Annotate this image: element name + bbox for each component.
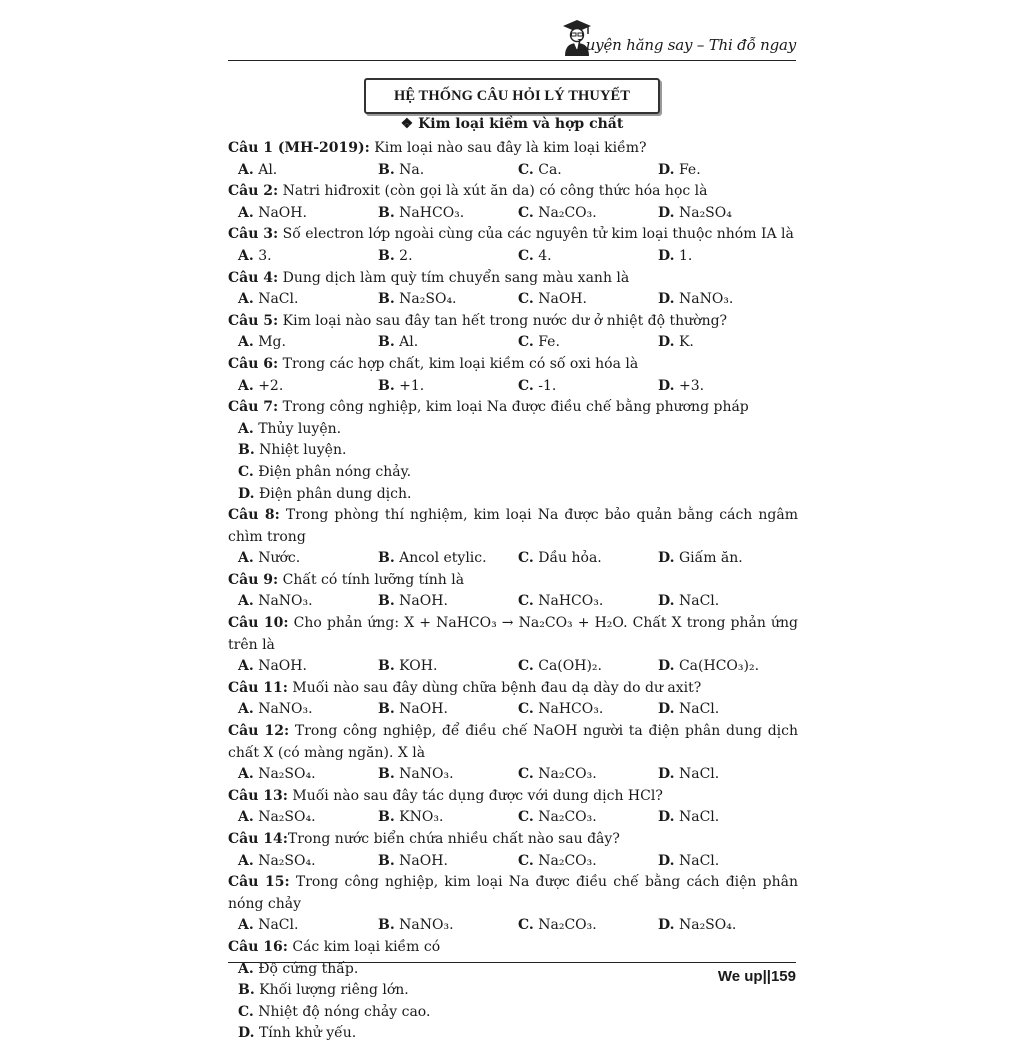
option-text: Na₂SO₄. (258, 809, 316, 826)
option-text: NaCl. (678, 701, 720, 718)
option-text: +1. (399, 377, 425, 394)
option-text: Al. (399, 334, 419, 351)
options-row (228, 376, 798, 398)
question-text: Muối nào sau đây tác dụng được với dung dịch HCl? (287, 787, 663, 804)
question-7 (228, 397, 798, 419)
question-2 (228, 181, 798, 203)
option-key: D. (658, 161, 675, 178)
options-row (228, 699, 798, 721)
option-d (238, 484, 534, 506)
option-text: NaHCO₃. (538, 593, 604, 610)
option-key: B. (238, 442, 255, 459)
question-14 (228, 829, 798, 851)
option-a (238, 764, 378, 786)
option-text: Fe. (678, 161, 701, 178)
option-text: KNO₃. (399, 809, 444, 826)
option-text: Điện phân nóng chảy. (258, 463, 412, 480)
question-label: Câu 3: (228, 226, 279, 243)
question-16 (228, 937, 798, 959)
question-5 (228, 311, 798, 333)
option-text: Ancol etylic. (399, 550, 487, 567)
option-text: Na₂CO₃. (538, 766, 597, 783)
option-text: +2. (258, 377, 284, 394)
question-3 (228, 224, 798, 246)
option-c (518, 591, 658, 613)
option-key: A. (238, 960, 254, 977)
option-c (518, 699, 658, 721)
option-key: D. (238, 485, 255, 502)
option-c (518, 807, 658, 829)
option-text: Tính khử yếu. (258, 1025, 357, 1042)
question-text: Trong các hợp chất, kim loại kiềm có số oxi hóa là (278, 355, 639, 372)
option-text: NaCl. (258, 291, 299, 308)
question-8 (228, 505, 798, 548)
option-key: B. (378, 917, 395, 934)
option-key: D. (658, 852, 675, 869)
footer-divider (228, 962, 796, 963)
option-key: C. (518, 593, 534, 610)
option-a (238, 376, 378, 398)
option-key: A. (238, 291, 254, 308)
option-a (238, 807, 378, 829)
option-key: C. (518, 247, 534, 264)
question-4 (228, 268, 798, 290)
question-text: Kim loại nào sau đây là kim loại kiềm? (369, 140, 647, 156)
question-9 (228, 570, 798, 592)
option-c (518, 764, 658, 786)
option-text: Fe. (538, 334, 560, 351)
option-d (658, 656, 798, 678)
question-label: Câu 12: (228, 723, 290, 740)
option-text: NaOH. (258, 204, 307, 221)
option-text: NaNO₃. (399, 766, 454, 783)
options-row (228, 915, 798, 937)
option-b (378, 203, 518, 225)
option-key: D. (658, 658, 675, 675)
option-d (238, 1023, 534, 1045)
question-label: Câu 5: (228, 312, 279, 329)
option-text: KOH. (399, 658, 438, 675)
question-text: Trong công nghiệp, kim loại Na được điều chế bằng phương pháp (278, 399, 749, 416)
question-text: Trong công nghiệp, kim loại Na được điều chế bằng cách điện phân nóng chảy (228, 874, 798, 912)
question-label: Câu 8: (228, 507, 280, 524)
option-a (238, 419, 534, 441)
option-b (378, 699, 518, 721)
option-key: D. (658, 701, 675, 718)
option-key: C. (518, 291, 534, 308)
question-text: Trong công nghiệp, để điều chế NaOH người ta điện phân dung dịch chất X (có màng ngăn). X là (228, 723, 798, 761)
option-key: B. (378, 161, 395, 178)
options-row (228, 419, 798, 505)
option-key: A. (238, 247, 254, 264)
options-row (228, 959, 798, 1045)
option-text: NaCl. (678, 593, 720, 610)
option-key: B. (378, 852, 395, 869)
option-text: NaNO₃. (399, 917, 454, 934)
section-heading (228, 116, 796, 132)
question-12 (228, 721, 798, 764)
option-key: A. (238, 917, 254, 934)
question-label: Câu 2: (228, 183, 279, 200)
option-text: Mg. (258, 334, 286, 351)
option-d (658, 160, 798, 182)
option-key: D. (238, 1025, 255, 1042)
option-b (378, 851, 518, 873)
option-key: B. (378, 204, 395, 221)
option-text: -1. (538, 377, 557, 394)
option-key: A. (238, 701, 254, 718)
option-c (518, 851, 658, 873)
question-13 (228, 786, 798, 808)
option-text: NaOH. (258, 658, 307, 675)
option-text: Na₂CO₃. (538, 917, 597, 934)
option-d (658, 289, 798, 311)
option-b (378, 246, 518, 268)
option-key: D. (658, 291, 675, 308)
option-key: A. (238, 550, 254, 567)
option-c (518, 548, 658, 570)
option-b (378, 764, 518, 786)
option-a (238, 915, 378, 937)
option-c (238, 462, 534, 484)
option-key: C. (518, 809, 534, 826)
option-a (238, 289, 378, 311)
option-key: D. (658, 917, 675, 934)
option-text: Ca. (538, 161, 562, 178)
option-key: B. (378, 809, 395, 826)
option-d (658, 548, 798, 570)
option-b (378, 915, 518, 937)
option-text: Na₂SO₄. (678, 917, 737, 934)
option-key: D. (658, 593, 675, 610)
question-text: Natri hiđroxit (còn gọi là xút ăn da) có công thức hóa học là (278, 183, 708, 200)
option-c (518, 376, 658, 398)
option-text: NaHCO₃. (399, 204, 465, 221)
option-key: C. (518, 917, 534, 934)
option-d (658, 332, 798, 354)
option-d (658, 764, 798, 786)
option-key: C. (518, 658, 534, 675)
option-key: B. (378, 247, 395, 264)
option-key: C. (518, 334, 534, 351)
option-text: Điện phân dung dịch. (258, 485, 412, 502)
option-key: A. (238, 334, 254, 351)
option-b (238, 440, 534, 462)
option-key: A. (238, 377, 254, 394)
option-key: A. (238, 161, 254, 178)
option-key: C. (518, 766, 534, 783)
option-a (238, 203, 378, 225)
question-text: Các kim loại kiềm có (287, 938, 441, 955)
option-text: Độ cứng thấp. (258, 960, 359, 977)
question-15 (228, 872, 798, 915)
question-text: Trong nước biển chứa nhiều chất nào sau đây? (287, 831, 620, 847)
option-text: Na₂SO₄. (258, 852, 316, 869)
option-key: C. (518, 852, 534, 869)
question-text: Kim loại nào sau đây tan hết trong nước dư ở nhiệt độ thường? (278, 312, 728, 329)
option-b (378, 656, 518, 678)
option-text: Ca(HCO₃)₂. (678, 658, 760, 675)
option-a (238, 332, 378, 354)
option-key: C. (518, 204, 534, 221)
page-header (228, 18, 796, 61)
option-key: D. (658, 334, 675, 351)
option-text: NaNO₃. (678, 291, 734, 308)
question-label: Câu 7: (228, 399, 279, 416)
option-key: D. (658, 809, 675, 826)
option-text: Giấm ăn. (678, 550, 743, 567)
option-c (518, 915, 658, 937)
option-text: NaNO₃. (258, 701, 313, 718)
option-key: D. (658, 766, 675, 783)
question-label: Câu 13: (228, 787, 288, 804)
option-d (658, 851, 798, 873)
option-a (238, 548, 378, 570)
option-b (378, 160, 518, 182)
option-b (378, 807, 518, 829)
option-a (238, 160, 378, 182)
option-b (378, 548, 518, 570)
header-tagline: Luyện hăng say – Thi đỗ ngay (575, 36, 796, 54)
option-c (518, 656, 658, 678)
option-text: +3. (678, 377, 705, 394)
option-key: D. (658, 204, 675, 221)
option-key: C. (238, 463, 254, 480)
option-text: K. (678, 334, 694, 351)
option-key: B. (378, 658, 395, 675)
option-key: C. (238, 1003, 254, 1020)
question-text: Trong phòng thí nghiệm, kim loại Na được bảo quản bằng cách ngâm chìm trong (228, 507, 798, 545)
option-text: NaCl. (678, 852, 720, 869)
option-key: A. (238, 852, 254, 869)
option-text: Thủy luyện. (258, 420, 342, 437)
option-text: Na₂CO₃. (538, 204, 597, 221)
question-label: Câu 15: (228, 874, 290, 891)
option-key: C. (518, 161, 534, 178)
options-row (228, 764, 798, 786)
option-text: NaOH. (399, 852, 448, 869)
option-d (658, 807, 798, 829)
option-d (658, 915, 798, 937)
page-title: HỆ THỐNG CÂU HỎI LÝ THUYẾT (364, 78, 660, 114)
option-d (658, 591, 798, 613)
option-key: B. (378, 550, 395, 567)
option-d (658, 203, 798, 225)
option-a (238, 851, 378, 873)
question-6 (228, 354, 798, 376)
option-text: Dầu hỏa. (538, 550, 602, 567)
option-text: Na. (399, 161, 425, 178)
option-b (378, 289, 518, 311)
option-d (658, 246, 798, 268)
option-text: Al. (258, 161, 278, 178)
options-row (228, 851, 798, 873)
options-row (228, 656, 798, 678)
option-text: 3. (258, 247, 272, 264)
option-text: NaCl. (258, 917, 299, 934)
options-row (228, 591, 798, 613)
option-key: B. (378, 701, 395, 718)
question-label: Câu 6: (228, 355, 279, 372)
question-label: Câu 16: (228, 938, 288, 955)
option-a (238, 656, 378, 678)
option-text: Na₂CO₃. (538, 852, 597, 869)
option-text: NaOH. (538, 291, 587, 308)
option-a (238, 246, 378, 268)
option-key: B. (378, 766, 395, 783)
option-b (238, 980, 534, 1002)
options-row (228, 332, 798, 354)
question-label: Câu 1 (MH-2019): (228, 140, 370, 156)
option-text: Nước. (258, 550, 301, 567)
question-list (228, 138, 798, 1045)
options-row (228, 160, 798, 182)
option-key: D. (658, 550, 675, 567)
option-text: Na₂SO₄. (399, 291, 457, 308)
section-title: Kim loại kiềm và hợp chất (418, 116, 624, 132)
option-d (658, 699, 798, 721)
option-d (658, 376, 798, 398)
option-text: 2. (399, 247, 413, 264)
option-text: NaCl. (678, 766, 720, 783)
option-key: A. (238, 658, 254, 675)
options-row (228, 246, 798, 268)
option-text: NaNO₃. (258, 593, 313, 610)
question-label: Câu 11: (228, 679, 288, 696)
option-key: B. (378, 334, 395, 351)
option-c (518, 246, 658, 268)
option-b (378, 376, 518, 398)
question-text: Cho phản ứng: X + NaHCO₃ → Na₂CO₃ + H₂O. Chất X trong phản ứng trên là (228, 615, 798, 653)
question-label: Câu 14: (228, 831, 288, 847)
option-key: D. (658, 247, 675, 264)
option-key: B. (378, 377, 395, 394)
option-c (518, 289, 658, 311)
option-c (518, 160, 658, 182)
option-text: NaOH. (399, 593, 448, 610)
options-row (228, 289, 798, 311)
option-key: A. (238, 766, 254, 783)
option-key: A. (238, 593, 254, 610)
option-key: C. (518, 377, 534, 394)
option-a (238, 591, 378, 613)
option-key: B. (378, 593, 395, 610)
option-key: A. (238, 809, 254, 826)
option-text: Na₂CO₃. (538, 809, 597, 826)
question-label: Câu 10: (228, 615, 289, 632)
question-text: Dung dịch làm quỳ tím chuyển sang màu xanh là (278, 269, 630, 286)
question-11 (228, 678, 798, 700)
option-text: 4. (538, 247, 552, 264)
option-a (238, 699, 378, 721)
option-key: A. (238, 204, 254, 221)
option-b (378, 591, 518, 613)
option-key: B. (238, 982, 255, 999)
question-label: Câu 9: (228, 571, 279, 588)
option-key: C. (518, 701, 534, 718)
page-number: We up||159 (717, 968, 796, 985)
option-text: Na₂SO₄ (678, 204, 732, 221)
option-c (518, 332, 658, 354)
question-text: Chất có tính lưỡng tính là (278, 571, 465, 588)
option-text: Khối lượng riêng lớn. (259, 982, 409, 999)
option-text: Ca(OH)₂. (538, 658, 602, 675)
option-text: Na₂SO₄. (258, 766, 316, 783)
option-key: A. (238, 420, 254, 437)
diamond-bullet-icon: ❖ (400, 116, 414, 132)
question-label: Câu 4: (228, 269, 279, 286)
option-b (378, 332, 518, 354)
option-key: D. (658, 377, 675, 394)
option-text: Nhiệt độ nóng chảy cao. (258, 1003, 431, 1020)
option-text: NaOH. (399, 701, 448, 718)
option-key: B. (378, 291, 395, 308)
option-c (238, 1002, 534, 1024)
option-text: Nhiệt luyện. (259, 442, 347, 459)
option-key: C. (518, 550, 534, 567)
question-1 (228, 138, 798, 160)
option-text: NaHCO₃. (538, 701, 604, 718)
option-text: 1. (678, 247, 693, 264)
question-text: Số electron lớp ngoài cùng của các nguyên tử kim loại thuộc nhóm IA là (278, 226, 794, 243)
question-10 (228, 613, 798, 656)
options-row (228, 807, 798, 829)
option-text: NaCl. (678, 809, 720, 826)
options-row (228, 548, 798, 570)
option-c (518, 203, 658, 225)
options-row (228, 203, 798, 225)
question-text: Muối nào sau đây dùng chữa bệnh đau dạ dày do dư axit? (287, 679, 702, 696)
